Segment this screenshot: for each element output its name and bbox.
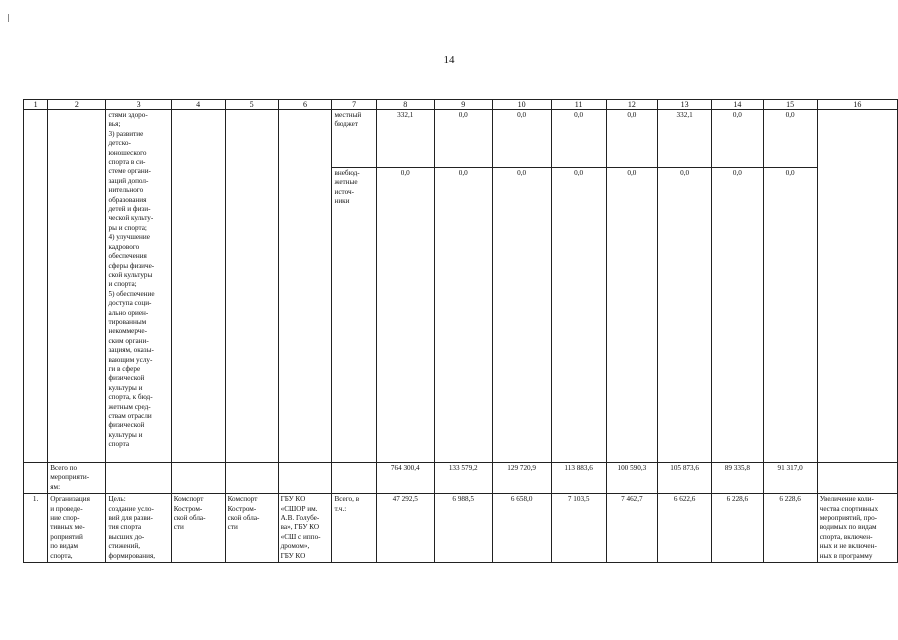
executor: Комспорт Костром- ской обла- сти	[225, 494, 278, 563]
col-header: 13	[658, 100, 712, 110]
col-header: 16	[817, 100, 897, 110]
funding-source: местный бюджет	[332, 110, 376, 168]
cell-empty	[171, 463, 225, 494]
table-cell: 0,0	[551, 168, 606, 463]
table-cell: 332,1	[376, 110, 434, 168]
col-header: 9	[434, 100, 492, 110]
cell-empty	[24, 463, 48, 494]
col-header: 10	[492, 100, 551, 110]
expected-result: Увеличение коли- чества спортивных мероприятий, про- водимых по видам спорта, включен- ных и не включен- ных в программу	[817, 494, 897, 563]
table-cell: 0,0	[658, 168, 712, 463]
table-cell: 6 228,6	[712, 494, 763, 563]
col-header: 11	[551, 100, 606, 110]
funding-source: Всего, в т.ч.:	[332, 494, 376, 563]
table-cell: 7 103,5	[551, 494, 606, 563]
table-cell: 6 658,0	[492, 494, 551, 563]
table-cell: 0,0	[763, 110, 817, 168]
total-row	[24, 463, 898, 494]
table-cell: 0,0	[492, 110, 551, 168]
cell-empty	[332, 463, 376, 494]
row-number: 1.	[24, 494, 48, 563]
total-label: Всего по мероприяти- ям:	[48, 463, 106, 494]
table-cell: 133 579,2	[434, 463, 492, 494]
col-header: 6	[278, 100, 332, 110]
table-cell: 0,0	[434, 110, 492, 168]
col-header: 12	[606, 100, 657, 110]
table-cell: 332,1	[658, 110, 712, 168]
cell-empty	[225, 110, 278, 463]
cell-empty	[278, 110, 332, 463]
cell-empty	[225, 463, 278, 494]
goals-text: стями здоро- вья; 3) развитие детско- юношеского спорта в си- стеме органи- заций допол- нительного образования детей и физи- ческой культу- ры и спорта; 4) улучшение кадрового обеспечения сферы физиче- ской культуры и спорта; 5) обеспечение доступа соци- ально ориен- тированным некоммерче- ским органи- зациям, оказы- вающим услу- ги в сфере физической культуры и спорта, к бюд- жетным сред- ствам отрасли физической культуры и спорта	[106, 110, 171, 463]
table-cell: 89 335,8	[712, 463, 763, 494]
table-cell: 764 300,4	[376, 463, 434, 494]
col-header: 8	[376, 100, 434, 110]
table-cell: 7 462,7	[606, 494, 657, 563]
table-cell: 6 622,6	[658, 494, 712, 563]
page-number: 14	[443, 54, 455, 66]
administrator: Комспорт Костром- ской обла- сти	[171, 494, 225, 563]
cell-empty	[48, 110, 106, 463]
table-cell: 0,0	[376, 168, 434, 463]
col-header: 5	[225, 100, 278, 110]
cell-empty	[817, 110, 897, 463]
table-cell: 129 720,9	[492, 463, 551, 494]
table-cell: 0,0	[551, 110, 606, 168]
table-cell: 0,0	[606, 168, 657, 463]
cell-empty	[817, 463, 897, 494]
table-cell: 0,0	[763, 168, 817, 463]
table-cell: 100 590,3	[606, 463, 657, 494]
table-cell: 0,0	[712, 110, 763, 168]
table-row	[24, 110, 898, 168]
table-row	[24, 494, 898, 563]
table-cell: 6 988,5	[434, 494, 492, 563]
col-header: 15	[763, 100, 817, 110]
table-cell: 113 883,6	[551, 463, 606, 494]
col-header: 1	[24, 100, 48, 110]
column-number-row	[24, 100, 898, 110]
col-header: 14	[712, 100, 763, 110]
funding-source: внебюд- жетные источ- ники	[332, 168, 376, 463]
cell-empty	[278, 463, 332, 494]
col-header: 7	[332, 100, 376, 110]
col-header: 2	[48, 100, 106, 110]
table-cell: 47 292,5	[376, 494, 434, 563]
cell-empty	[171, 110, 225, 463]
table-cell: 0,0	[434, 168, 492, 463]
cell-empty	[106, 463, 171, 494]
table-cell: 0,0	[712, 168, 763, 463]
program-table	[23, 99, 898, 563]
activity-goal: Цель: создание усло- вий для разви- тия спорта высших до- стижений, формирования,	[106, 494, 171, 563]
table-cell: 91 317,0	[763, 463, 817, 494]
col-header: 4	[171, 100, 225, 110]
activity-name: Организация и проведе- ние спор- тивных ме- роприятий по видам спорта,	[48, 494, 106, 563]
table-cell: 6 228,6	[763, 494, 817, 563]
table-cell: 0,0	[492, 168, 551, 463]
margin-mark	[8, 14, 9, 22]
participants: ГБУ КО «СШОР им. А.В. Голубе- ва», ГБУ КО «СШ с иппо- дромом», ГБУ КО	[278, 494, 332, 563]
table-cell: 0,0	[606, 110, 657, 168]
col-header: 3	[106, 100, 171, 110]
cell-empty	[24, 110, 48, 463]
table-cell: 105 873,6	[658, 463, 712, 494]
